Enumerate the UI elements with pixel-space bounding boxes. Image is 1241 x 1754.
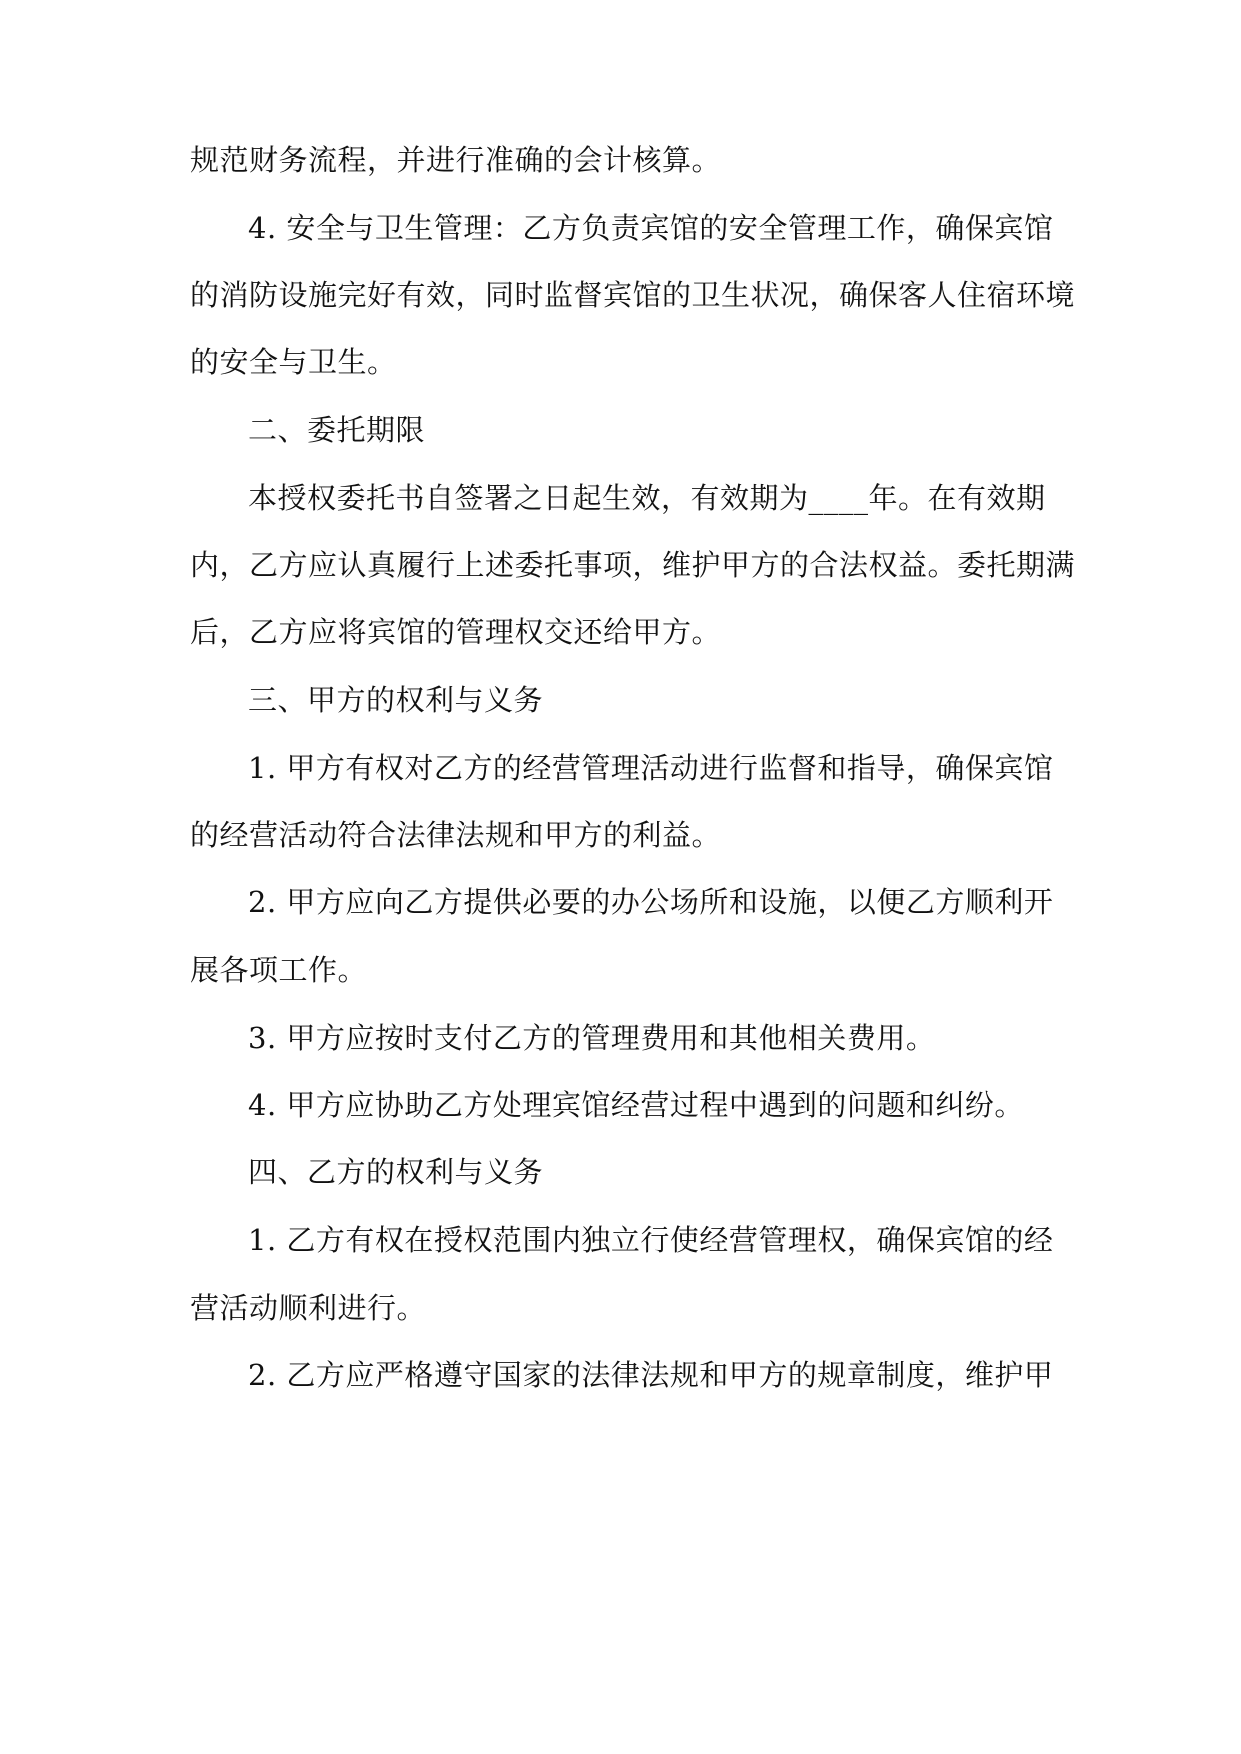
text-line-18: 营活动顺利进行。 xyxy=(190,1291,427,1325)
section-heading-party-b: 四、乙方的权利与义务 xyxy=(248,1155,544,1189)
text-line-4: 的安全与卫生。 xyxy=(190,345,397,379)
text-line-12: 2. 甲方应向乙方提供必要的办公场所和设施，以便乙方顺利开 xyxy=(248,885,1054,919)
text-line-15: 4. 甲方应协助乙方处理宾馆经营过程中遇到的问题和纠纷。 xyxy=(248,1088,1024,1122)
section-heading-party-a: 三、甲方的权利与义务 xyxy=(248,683,544,717)
text-line-13: 展各项工作。 xyxy=(190,953,368,987)
text-line-6: 本授权委托书自签署之日起生效，有效期为____年。在有效期 xyxy=(248,481,1046,515)
section-heading-term: 二、委托期限 xyxy=(248,413,426,447)
text-line-17: 1. 乙方有权在授权范围内独立行使经营管理权，确保宾馆的经 xyxy=(248,1223,1054,1257)
text-line-7: 内，乙方应认真履行上述委托事项，维护甲方的合法权益。委托期满 xyxy=(190,548,1076,582)
text-line-10: 1. 甲方有权对乙方的经营管理活动进行监督和指导，确保宾馆 xyxy=(248,751,1054,785)
text-line-2: 4. 安全与卫生管理：乙方负责宾馆的安全管理工作，确保宾馆 xyxy=(248,211,1054,245)
text-line-3: 的消防设施完好有效，同时监督宾馆的卫生状况，确保客人住宿环境 xyxy=(190,278,1076,312)
text-line-14: 3. 甲方应按时支付乙方的管理费用和其他相关费用。 xyxy=(248,1021,936,1055)
text-line-8: 后，乙方应将宾馆的管理权交还给甲方。 xyxy=(190,615,722,649)
text-line-1: 规范财务流程，并进行准确的会计核算。 xyxy=(190,143,722,177)
text-line-11: 的经营活动符合法律法规和甲方的利益。 xyxy=(190,818,722,852)
text-line-19: 2. 乙方应严格遵守国家的法律法规和甲方的规章制度，维护甲 xyxy=(248,1358,1054,1392)
